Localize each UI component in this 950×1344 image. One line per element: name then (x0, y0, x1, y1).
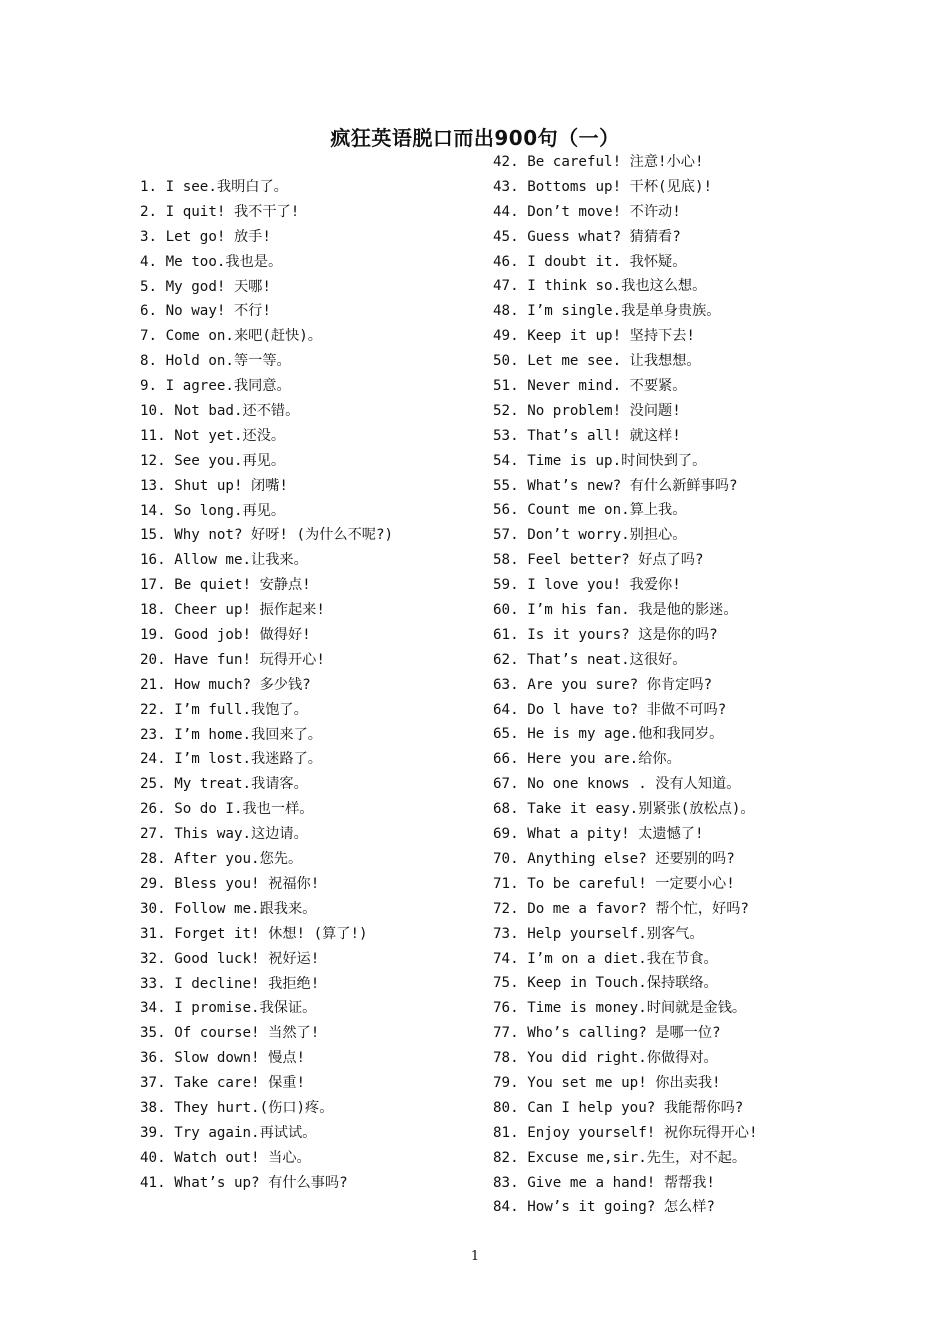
phrase-item (493, 150, 813, 175)
phrase-text: Take care! 保重! (174, 1075, 306, 1092)
phrase-text: Allow me.让我来。 (174, 552, 308, 569)
phrase-item (140, 972, 470, 997)
phrase-number: 25 . (140, 772, 174, 797)
phrase-number: 75 . (493, 971, 527, 996)
phrase-item (493, 772, 813, 797)
phrase-number: 61 . (493, 623, 527, 648)
phrase-text: To be careful! 一定要小心! (527, 875, 735, 892)
phrase-number: 31 . (140, 922, 174, 947)
phrase-text: Enjoy yourself! 祝你玩得开心! (527, 1124, 758, 1141)
phrase-item (140, 1046, 470, 1071)
phrase-text: I’m home.我回来了。 (174, 726, 322, 743)
phrase-item (140, 474, 470, 499)
phrase-text: Time is money.时间就是金钱。 (527, 1000, 747, 1017)
phrase-text: Shut up! 闭嘴! (174, 477, 288, 494)
phrase-text: I’m lost.我迷路了。 (174, 751, 322, 768)
phrase-item (140, 299, 470, 324)
phrase-item (493, 847, 813, 872)
phrase-item (140, 250, 470, 275)
phrase-item (493, 1195, 813, 1220)
phrase-number: 14 . (140, 499, 174, 524)
phrase-number: 80 . (493, 1096, 527, 1121)
phrase-number: 63 . (493, 673, 527, 698)
phrase-text: Why not? 好呀! (为什么不呢?) (174, 527, 394, 544)
phrase-number: 28 . (140, 847, 174, 872)
phrase-item (493, 1171, 813, 1196)
phrase-item (493, 1046, 813, 1071)
phrase-number: 39 . (140, 1121, 174, 1146)
phrase-item (493, 1121, 813, 1146)
phrase-text: Is it yours? 这是你的吗? (527, 626, 718, 643)
phrase-item (140, 623, 470, 648)
phrase-text: So do I.我也一样。 (174, 801, 314, 818)
phrase-text: Good job! 做得好! (174, 627, 311, 644)
phrase-item (140, 200, 470, 225)
phrase-item (493, 175, 813, 200)
phrase-number: 78 . (493, 1046, 527, 1071)
phrase-text: After you.您先。 (174, 851, 303, 868)
phrase-item (140, 1021, 470, 1046)
phrase-number: 62 . (493, 648, 527, 673)
phrase-text: No one knows . 没有人知道。 (527, 776, 741, 793)
phrase-text: I agree.我同意。 (165, 378, 291, 395)
phrase-number: 35 . (140, 1021, 174, 1046)
phrase-text: Let go! 放手! (165, 228, 271, 245)
phrase-text: Give me a hand! 帮帮我! (527, 1174, 715, 1191)
phrase-item (140, 424, 470, 449)
phrase-item (493, 623, 813, 648)
phrase-number: 33 . (140, 972, 174, 997)
phrase-item (493, 449, 813, 474)
phrase-text: Excuse me,sir.先生，对不起。 (527, 1149, 747, 1166)
phrase-text: They hurt.(伤口)疼。 (174, 1099, 334, 1116)
phrase-text: Feel better? 好点了吗? (527, 552, 704, 569)
phrase-text: What’s new? 有什么新鲜事吗? (527, 477, 738, 494)
phrase-text: Take it easy.别紧张(放松点)。 (527, 801, 755, 818)
phrase-text: Forget it! 休想! (算了!) (174, 925, 368, 942)
phrase-text: What’s up? 有什么事吗? (174, 1174, 348, 1191)
phrase-item (140, 1146, 470, 1171)
phrase-item (140, 1121, 470, 1146)
phrase-number: 34 . (140, 996, 174, 1021)
phrase-number: 42 . (493, 150, 527, 175)
phrase-number: 1 . (140, 175, 166, 200)
page-title: 疯狂英语脱口而出900句（一） (330, 126, 620, 150)
phrase-number: 49 . (493, 324, 527, 349)
phrase-text: So long.再见。 (174, 502, 286, 519)
phrase-item (493, 996, 813, 1021)
phrase-item (493, 299, 813, 324)
phrase-list-left (140, 175, 470, 1196)
phrase-item (140, 648, 470, 673)
phrase-item (493, 200, 813, 225)
phrase-number: 4 . (140, 250, 166, 275)
phrase-number: 51 . (493, 374, 527, 399)
phrase-text: That’s all! 就这样! (527, 427, 681, 444)
phrase-number: 13 . (140, 474, 174, 499)
phrase-number: 77 . (493, 1021, 527, 1046)
phrase-text: Be careful! 注意!小心! (527, 154, 704, 170)
phrase-text: You did right.你做得对。 (527, 1050, 718, 1067)
phrase-number: 48 . (493, 299, 527, 324)
phrase-item (140, 897, 470, 922)
phrase-text: This way.这边请。 (174, 826, 308, 843)
phrase-text: Don’t worry.别担心。 (527, 527, 687, 544)
phrase-number: 30 . (140, 897, 174, 922)
phrase-text: Of course! 当然了! (174, 1025, 320, 1042)
phrase-text: I’m single.我是单身贵族。 (527, 303, 721, 320)
phrase-text: No problem! 没问题! (527, 402, 681, 419)
phrase-item (493, 374, 813, 399)
phrase-text: Let me see. 让我想想。 (527, 353, 701, 370)
phrase-number: 60 . (493, 598, 527, 623)
phrase-number: 72 . (493, 897, 527, 922)
phrase-number: 22 . (140, 698, 174, 723)
phrase-text: Bless you! 祝福你! (174, 875, 320, 892)
phrase-item (493, 897, 813, 922)
phrase-item (140, 996, 470, 1021)
phrase-text: Anything else? 还要别的吗? (527, 850, 735, 867)
phrase-item (493, 349, 813, 374)
phrase-item (140, 922, 470, 947)
phrase-number: 64 . (493, 698, 527, 723)
phrase-text: Here you are.给你。 (527, 751, 681, 768)
phrase-item (493, 1096, 813, 1121)
phrase-number: 44 . (493, 200, 527, 225)
phrase-number: 59 . (493, 573, 527, 598)
phrase-item (140, 797, 470, 822)
phrase-text: Watch out! 当心。 (174, 1149, 311, 1166)
phrase-number: 56 . (493, 498, 527, 523)
phrase-item (493, 822, 813, 847)
phrase-text: I see.我明白了。 (165, 179, 288, 195)
phrase-number: 55 . (493, 474, 527, 499)
phrase-item (493, 1071, 813, 1096)
phrase-text: Me too.我也是。 (165, 253, 283, 270)
phrase-item (493, 474, 813, 499)
phrase-item (140, 1071, 470, 1096)
phrase-item (493, 399, 813, 424)
phrase-item (493, 324, 813, 349)
phrase-item (493, 1021, 813, 1046)
phrase-number: 67 . (493, 772, 527, 797)
phrase-number: 32 . (140, 947, 174, 972)
phrase-number: 16 . (140, 548, 174, 573)
phrase-text: I think so.我也这么想。 (527, 278, 707, 295)
phrase-text: Not yet.还没。 (174, 427, 286, 444)
phrase-item (140, 698, 470, 723)
phrase-item (140, 1171, 470, 1196)
phrase-item (493, 225, 813, 250)
phrase-number: 18 . (140, 598, 174, 623)
phrase-text: I’m his fan. 我是他的影迷。 (527, 602, 738, 619)
phrase-text: Good luck! 祝好运! (174, 950, 320, 967)
phrase-number: 70 . (493, 847, 527, 872)
phrase-item (493, 250, 813, 275)
phrase-item (140, 723, 470, 748)
phrase-number: 24 . (140, 747, 174, 772)
phrase-item (140, 673, 470, 698)
phrase-number: 83 . (493, 1171, 527, 1196)
phrase-text: Keep it up! 坚持下去! (527, 328, 695, 345)
phrase-number: 26 . (140, 797, 174, 822)
phrase-number: 81 . (493, 1121, 527, 1146)
phrase-text: I’m full.我饱了。 (174, 701, 308, 718)
phrase-item (493, 573, 813, 598)
phrase-text: I love you! 我爱你! (527, 577, 681, 594)
phrase-item (493, 922, 813, 947)
phrase-item (140, 747, 470, 772)
phrase-item (140, 175, 470, 200)
phrase-item (140, 225, 470, 250)
phrase-number: 68 . (493, 797, 527, 822)
phrase-number: 53 . (493, 424, 527, 449)
phrase-text: That’s neat.这很好。 (527, 651, 687, 668)
phrase-item (140, 374, 470, 399)
phrase-number: 23 . (140, 723, 174, 748)
phrase-number: 66 . (493, 747, 527, 772)
phrase-item (140, 822, 470, 847)
phrase-text: Cheer up! 振作起来! (174, 602, 325, 619)
phrase-number: 43 . (493, 175, 527, 200)
phrase-item (493, 673, 813, 698)
phrase-text: He is my age.他和我同岁。 (527, 726, 724, 743)
phrase-number: 71 . (493, 872, 527, 897)
phrase-item (493, 424, 813, 449)
phrase-number: 52 . (493, 399, 527, 424)
phrase-item (140, 548, 470, 573)
phrase-text: Time is up.时间快到了。 (527, 452, 707, 469)
phrase-number: 79 . (493, 1071, 527, 1096)
phrase-text: Not bad.还不错。 (174, 403, 300, 420)
phrase-item (493, 872, 813, 897)
phrase-number: 7 . (140, 324, 166, 349)
phrase-item (140, 275, 470, 300)
phrase-number: 9 . (140, 374, 166, 399)
phrase-item (493, 797, 813, 822)
phrase-number: 73 . (493, 922, 527, 947)
phrase-item (493, 274, 813, 299)
phrase-number: 50 . (493, 349, 527, 374)
phrase-text: Count me on.算上我。 (527, 502, 687, 519)
phrase-text: My treat.我请客。 (174, 776, 308, 793)
phrase-text: Bottoms up! 干杯(见底)! (527, 178, 713, 195)
phrase-text: How’s it going? 怎么样? (527, 1199, 715, 1216)
phrase-text: Come on.来吧(赶快)。 (165, 328, 322, 345)
phrase-number: 69 . (493, 822, 527, 847)
phrase-item (140, 947, 470, 972)
phrase-number: 20 . (140, 648, 174, 673)
phrase-item (140, 499, 470, 524)
phrase-number: 10 . (140, 399, 174, 424)
phrase-text: No way! 不行! (165, 303, 271, 320)
phrase-number: 12 . (140, 449, 174, 474)
phrase-text: I promise.我保证。 (174, 1000, 317, 1017)
phrase-text: Slow down! 慢点! (174, 1050, 306, 1067)
phrase-text: I decline! 我拒绝! (174, 975, 320, 992)
phrase-item (493, 648, 813, 673)
phrase-number: 27 . (140, 822, 174, 847)
phrase-number: 54 . (493, 449, 527, 474)
phrase-text: Are you sure? 你肯定吗? (527, 676, 713, 693)
phrase-number: 29 . (140, 872, 174, 897)
phrase-text: Do l have to? 非做不可吗? (527, 701, 727, 718)
phrase-item (493, 971, 813, 996)
phrase-number: 45 . (493, 225, 527, 250)
phrase-number: 11 . (140, 424, 174, 449)
phrase-item (140, 399, 470, 424)
phrase-text: See you.再见。 (174, 452, 286, 469)
phrase-item (140, 449, 470, 474)
phrase-number: 15 . (140, 523, 174, 548)
phrase-number: 5 . (140, 275, 166, 300)
phrase-number: 41 . (140, 1171, 174, 1196)
phrase-number: 58 . (493, 548, 527, 573)
phrase-text: How much? 多少钱? (174, 676, 311, 693)
phrase-number: 17 . (140, 573, 174, 598)
phrase-number: 38 . (140, 1096, 174, 1121)
phrase-number: 40 . (140, 1146, 174, 1171)
phrase-number: 47 . (493, 274, 527, 299)
phrase-text: Do me a favor? 帮个忙，好吗? (527, 900, 749, 917)
page-number: 1 (470, 1249, 480, 1264)
phrase-number: 46 . (493, 250, 527, 275)
phrase-item (140, 324, 470, 349)
phrase-text: Guess what? 猜猜看? (527, 228, 681, 245)
phrase-text: I quit! 我不干了! (165, 203, 300, 220)
phrase-item (493, 947, 813, 972)
phrase-number: 74 . (493, 947, 527, 972)
phrase-number: 84 . (493, 1195, 527, 1220)
phrase-text: My god! 天哪! (165, 278, 271, 295)
phrase-number: 36 . (140, 1046, 174, 1071)
phrase-item (140, 1096, 470, 1121)
phrase-item (140, 872, 470, 897)
phrase-text: Keep in Touch.保持联络。 (527, 975, 718, 992)
phrase-number: 6 . (140, 299, 166, 324)
phrase-item (140, 573, 470, 598)
phrase-text: You set me up! 你出卖我! (527, 1074, 721, 1091)
phrase-number: 19 . (140, 623, 174, 648)
phrase-text: Try again.再试试。 (174, 1124, 317, 1141)
phrase-text: Have fun! 玩得开心! (174, 651, 325, 668)
phrase-number: 57 . (493, 523, 527, 548)
phrase-item (140, 847, 470, 872)
phrase-number: 37 . (140, 1071, 174, 1096)
phrase-number: 82 . (493, 1146, 527, 1171)
phrase-number: 2 . (140, 200, 166, 225)
phrase-item (493, 1146, 813, 1171)
phrase-item (493, 548, 813, 573)
phrase-item (493, 698, 813, 723)
phrase-text: Follow me.跟我来。 (174, 900, 317, 917)
phrase-item (493, 722, 813, 747)
phrase-number: 65 . (493, 722, 527, 747)
phrase-item (493, 747, 813, 772)
phrase-number: 21 . (140, 673, 174, 698)
phrase-item (493, 498, 813, 523)
phrase-number: 8 . (140, 349, 166, 374)
phrase-item (140, 772, 470, 797)
phrase-text: Never mind. 不要紧。 (527, 378, 687, 395)
phrase-number: 76 . (493, 996, 527, 1021)
phrase-item (140, 598, 470, 623)
phrase-item (493, 598, 813, 623)
phrase-text: Help yourself.别客气。 (527, 925, 704, 942)
phrase-item (493, 523, 813, 548)
phrase-text: Don’t move! 不许动! (527, 203, 681, 220)
phrase-list-right (493, 150, 813, 1220)
phrase-text: Be quiet! 安静点! (174, 577, 311, 594)
phrase-item (140, 349, 470, 374)
phrase-number: 3 . (140, 225, 166, 250)
phrase-text: Can I help you? 我能帮你吗? (527, 1099, 744, 1116)
phrase-text: Hold on.等一等。 (165, 353, 291, 370)
phrase-text: Who’s calling? 是哪一位? (527, 1025, 721, 1042)
phrase-text: What a pity! 太遗憾了! (527, 826, 704, 843)
phrase-text: I doubt it. 我怀疑。 (527, 253, 687, 270)
phrase-item (140, 523, 470, 548)
phrase-text: I’m on a diet.我在节食。 (527, 950, 718, 967)
